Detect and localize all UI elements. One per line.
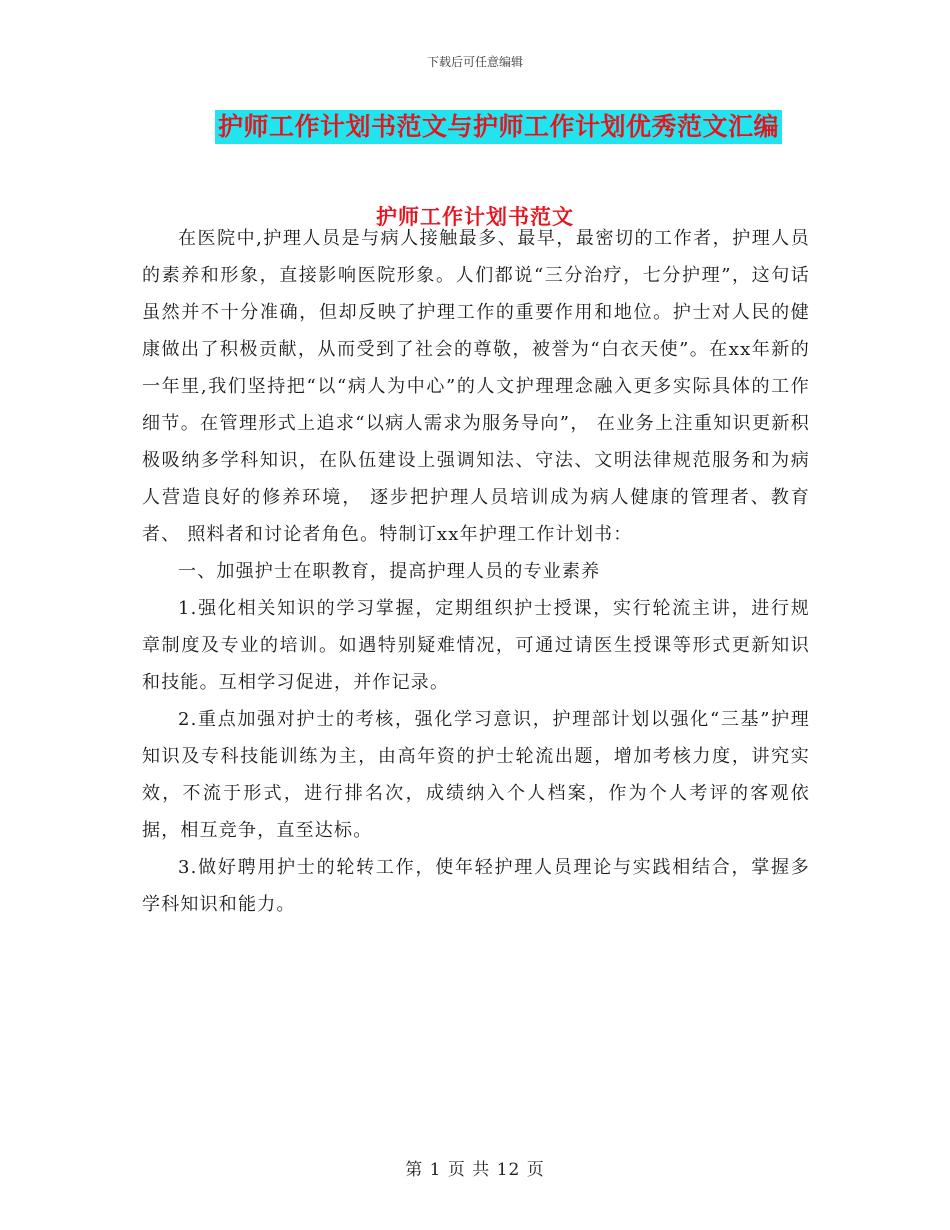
list-item-2: 2.重点加强对护士的考核，强化学习意识，护理部计划以强化“三基”护理知识及专科技能训练为主，由高年资的护士轮流出题，增加考核力度，讲究实效，不流于形式，进行排名次，成绩纳入个人档案，作为个人考评的客观依据，相互竞争，直至达标。 (142, 709, 810, 841)
main-title: 护师工作计划书范文与护师工作计划优秀范文汇编 (215, 110, 782, 144)
header-note: 下载后可任意编辑 (426, 55, 523, 69)
main-title-container (0, 110, 950, 144)
section-title: 护师工作计划书范文 (376, 205, 574, 229)
document-body (142, 220, 810, 923)
page-number: 第 1 页 共 12 页 (405, 1160, 545, 1180)
list-item-3: 3.做好聘用护士的轮转工作，使年轻护理人员理论与实践相结合，掌握多学科知识和能力。 (142, 857, 810, 915)
section-heading-1: 一、加强护士在职教育，提高护理人员的专业素养 (178, 561, 601, 582)
list-item-1: 1.强化相关知识的学习掌握，定期组织护士授课，实行轮流主讲，进行规章制度及专业的培训。如遇特别疑难情况，可通过请医生授课等形式更新知识和技能。互相学习促进，并作记录。 (142, 598, 810, 693)
intro-paragraph: 在医院中,护理人员是与病人接触最多、最早，最密切的工作者，护理人员的素养和形象，直接影响医院形象。人们都说“三分治疗，七分护理”，这句话虽然并不十分准确，但却反映了护理工作的重要作用和地位。护士对人民的健康做出了积极贡献，从而受到了社会的尊敬，被誉为“白衣天使”。在xx年新的一年里,我们坚持把“以“病人为中心”的人文护理理念融入更多实际具体的工作细节。在管理形式上追求“以病人需求为服务导向”， 在业务上注重知识更新积极吸纳多学科知识，在队伍建设上强调知法、守法、文明法律规范服务和为病人营造良好的修养环境， 逐步把护理人员培训成为病人健康的管理者、教育者、 照料者和讨论者角色。特制订xx年护理工作计划书： (142, 228, 810, 545)
